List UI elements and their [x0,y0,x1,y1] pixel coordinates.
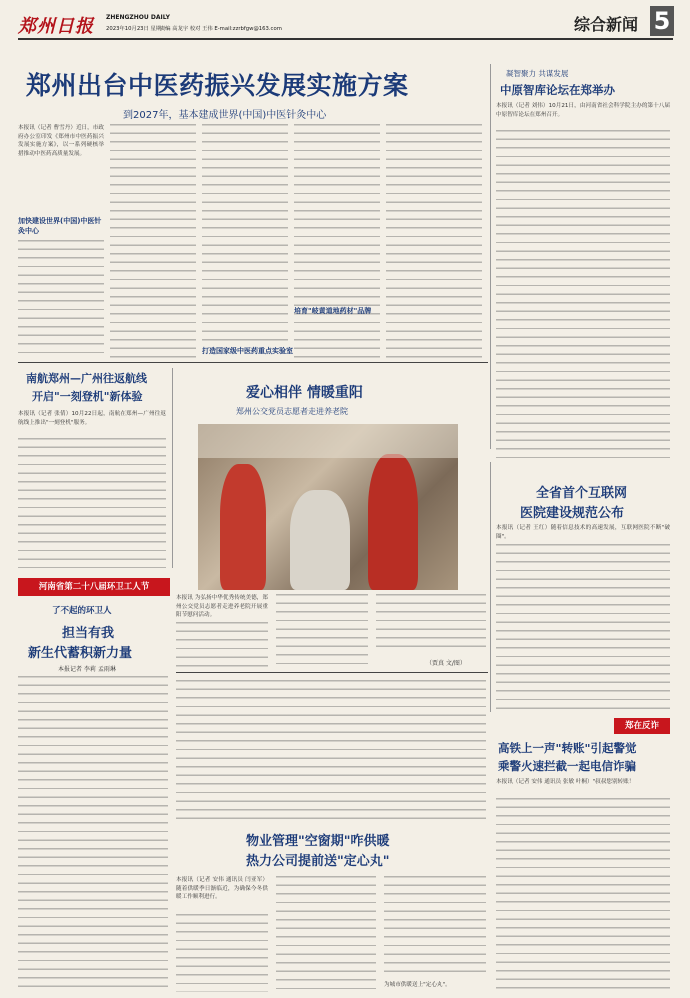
fraud-body [496,798,670,990]
elder-figure [290,490,350,590]
heating-headline-2: 热力公司提前送"定心丸" [246,854,390,869]
masthead [18,8,673,62]
lead-body-5 [386,124,482,362]
volunteer-caption: （贾真 文/图） [426,660,466,667]
page-number: 5 [650,6,674,36]
heating-body-2 [276,876,376,992]
volunteer-figure-right [368,454,418,590]
section-title: 综合新闻 [574,15,639,34]
airline-body [18,438,166,568]
heating-body-3 [384,876,486,976]
paper-logo: 郑州日报 [18,16,94,37]
column-divider-3 [490,462,491,712]
column-divider-2 [172,368,173,568]
fraud-headline-1: 高铁上一声"转账"引起警觉 [498,741,637,755]
volunteer-headline: 爱心相伴 情暖重阳 [246,385,363,401]
airline-headline-1: 南航郑州—广州往返航线 [26,372,147,385]
heating-headline-1: 物业管理"空窗期"咋供暖 [246,834,390,849]
volunteer-figure-left [220,464,266,590]
volunteer-subhead: 郑州公交党员志愿者走进养老院 [236,407,348,416]
hospital-byline: 本报讯（记者 王红）随着信息技术的高速发展，互联网医院不断"破圈"。 [496,525,670,540]
issue-date: 2023年10月23日 星期一 [106,26,167,32]
lead-headline: 郑州出台中医药振兴发展实施方案 [26,71,409,100]
airline-byline: 本报讯（记者 张倩）10月22日起，南航在郑州—广州往返航线上推出"一刻登机"服务。 [18,411,166,426]
volunteer-photo [198,424,458,590]
sanitation-headline-1: 担当有我 [62,626,115,641]
sanitation-kicker: 了不起的环卫人 [52,606,112,616]
sanitation-headline-2: 新生代蓄积新力量 [28,646,133,661]
lead-subtitle-1: 加快建设世界(中国)中医针灸中心 [18,217,102,235]
volunteer-story [176,366,488,671]
volunteer-body-2 [276,594,368,668]
think-tank-body [496,130,670,460]
section-divider-2 [176,672,488,673]
paper-name-en: ZHENGZHOU DAILY [106,14,170,21]
airline-story [18,366,168,571]
sanitation-body [18,676,168,988]
lead-body-3 [202,124,288,342]
lead-byline: 本报讯（记者 曹雪丹）近日，市政府办公室印发《郑州市中医药振兴发展实施方案》，以一系列硬核举措推动中医药高质量发展。 [18,125,104,157]
think-tank-headline: 中原智库论坛在郑举办 [500,83,615,97]
sanitation-banner: 河南省第二十八届环卫工人节 [18,578,170,596]
think-tank-byline: 本报讯（记者 刘伟）10月21日，由河南省社会科学院主办的第十八届中原智库论坛在郑州召开。 [496,103,670,118]
sanitation-byline: 本报记者 李莉 孟雨琳 [58,666,116,673]
editor-line: 责编 高龙宇 校对 王伟 E-mail:zzrbfgw@163.com [160,26,282,32]
fraud-headline-2: 乘警火速拦截一起电信诈骗 [498,759,636,773]
volunteer-body-3 [376,594,486,654]
airline-headline-2: 开启"一刻登机"新体验 [32,390,143,403]
lead-body-2 [110,124,196,362]
heating-byline: 本报讯（记者 安伟 通讯员 闫亚军）随着供暖季日渐临近，为确保今冬供暖工作顺利进行。 [176,877,268,901]
volunteer-continuation [176,680,486,822]
sanitation-story [18,574,170,994]
fraud-byline: 本报讯（记者 安伟 通讯员 张敏 叶桐）"叔叔您别转账！ [496,779,635,785]
lead-subhead: 到2027年，基本建成世界(中国)中医针灸中心 [123,110,327,121]
volunteer-body-1 [176,622,268,668]
lead-subtitle-2: 打造国家级中医药重点实验室 [202,347,293,355]
heating-closing: 为城市供暖送上"定心丸"。 [384,982,451,988]
section-divider [18,362,488,363]
hospital-story [496,462,672,712]
lead-subtitle-3: 培育"岐黄道地药材"品牌 [294,307,372,315]
heating-story [176,676,488,994]
fraud-story [496,714,672,994]
volunteer-byline: 本报讯 为弘扬中华优秀传统美德，郑州公交党员志愿者走进养老院开展重阳节慰问活动。 [176,595,268,619]
lead-body-4 [294,124,380,362]
think-tank-kicker: 凝智聚力 共谋发展 [506,69,569,78]
lead-story [18,62,488,362]
wall-window [198,424,458,458]
lead-body-1 [18,240,104,360]
fraud-tag: 郑在反诈 [614,718,670,734]
hospital-body [496,544,670,710]
column-divider [490,64,491,449]
think-tank-story [496,62,672,460]
heating-body-1 [176,914,268,992]
masthead-rule [18,38,673,40]
hospital-headline-2: 医院建设规范公布 [520,506,625,521]
hospital-headline-1: 全省首个互联网 [536,486,628,501]
